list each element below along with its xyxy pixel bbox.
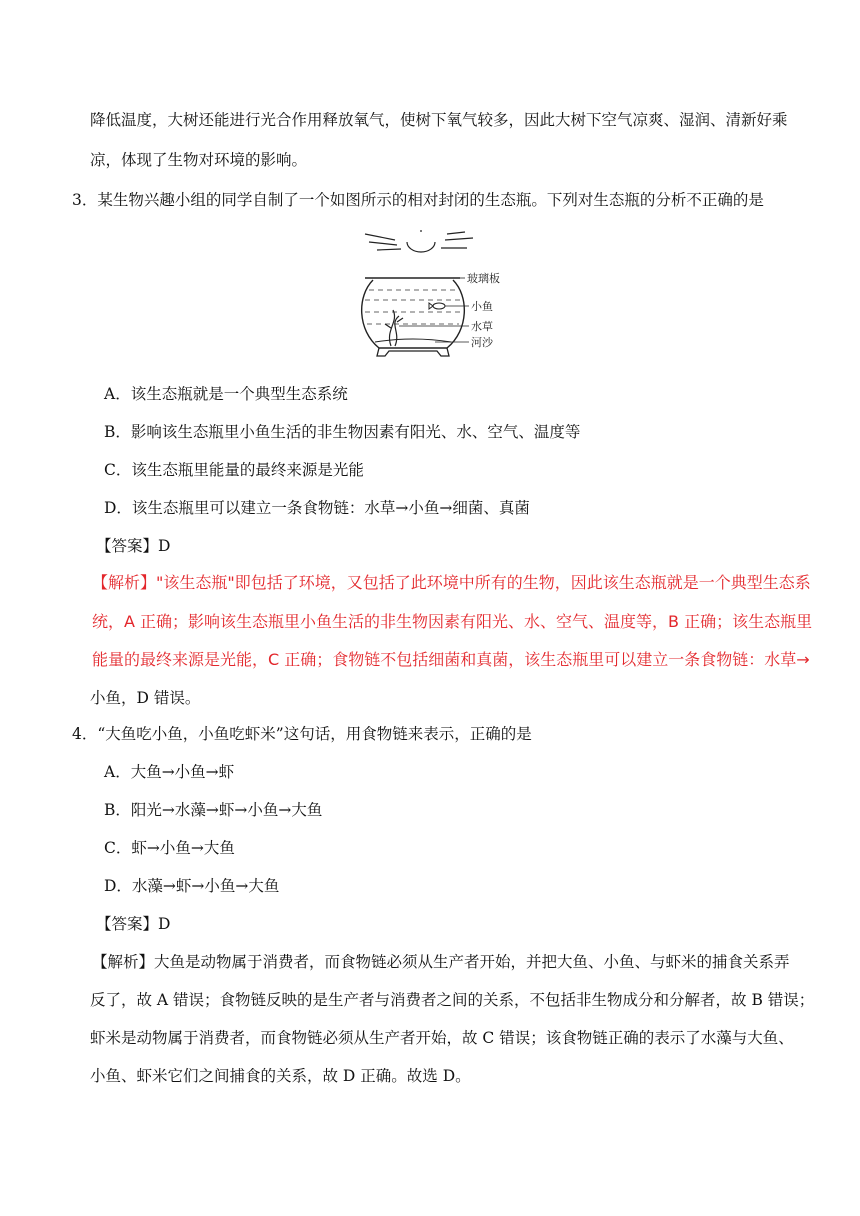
figure-label-fish: 小鱼	[471, 300, 493, 313]
sun-icon	[365, 230, 473, 252]
figure-label-glass: 玻璃板	[467, 272, 500, 285]
q3-analysis-line-1: 【解析】"该生态瓶"即包括了环境，又包括了此环境中所有的生物，因此该生态瓶就是一个典型生态系	[92, 573, 811, 592]
q3-answer: 【答案】D	[96, 537, 171, 555]
q4-option-b: B．阳光→水藻→虾→小鱼→大鱼	[104, 801, 323, 819]
q3-option-c: C．该生态瓶里能量的最终来源是光能	[104, 461, 364, 479]
q4-option-c: C．虾→小鱼→大鱼	[104, 839, 235, 857]
q3-option-a: A．该生态瓶就是一个典型生态系统	[104, 385, 348, 403]
q4-option-a: A．大鱼→小鱼→虾	[104, 763, 235, 781]
bottle-base	[377, 348, 449, 356]
intro-line-2: 凉，体现了生物对环境的影响。	[90, 151, 308, 169]
intro-line-1: 降低温度，大树还能进行光合作用释放氧气，使树下氧气较多，因此大树下空气凉爽、湿润、清新好乘	[90, 111, 788, 129]
sand-layer	[375, 339, 451, 342]
q4-answer: 【答案】D	[96, 915, 171, 933]
q4-analysis-line-3: 虾米是动物属于消费者，而食物链必须从生产者开始，故 C 错误；该食物链正确的表示了水藻与大鱼、	[90, 1029, 794, 1047]
q4-analysis-line-4: 小鱼、虾米它们之间捕食的关系，故 D 正确。故选 D。	[90, 1067, 471, 1085]
q4-analysis-line-1: 【解析】大鱼是动物属于消费者，而食物链必须从生产者开始，并把大鱼、小鱼、与虾米的捕食关系弄	[92, 953, 790, 971]
q3-option-b: B．影响该生态瓶里小鱼生活的非生物因素有阳光、水、空气、温度等	[104, 423, 581, 441]
bottle-outline	[362, 280, 465, 348]
q4-stem: 4．“大鱼吃小鱼，小鱼吃虾米”这句话，用食物链来表示，正确的是	[72, 725, 532, 743]
figure-label-sand: 河沙	[471, 336, 493, 349]
q3-analysis-tail: 小鱼，D 错误。	[90, 689, 201, 707]
q3-analysis-line-3: 能量的最终来源是光能，C 正确；食物链不包括细菌和真菌，该生态瓶里可以建立一条食物链：水草→	[92, 650, 810, 669]
figure-label-plant: 水草	[471, 320, 493, 333]
q3-option-d: D．该生态瓶里可以建立一条食物链：水草→小鱼→细菌、真菌	[104, 499, 530, 517]
q3-stem: 3．某生物兴趣小组的同学自制了一个如图所示的相对封闭的生态瓶。下列对生态瓶的分析不正确的是	[72, 191, 764, 209]
water-lines	[365, 290, 461, 324]
fish-icon	[429, 303, 445, 309]
q4-option-d: D．水藻→虾→小鱼→大鱼	[104, 877, 280, 895]
ecosystem-bottle-figure	[355, 230, 520, 365]
q3-analysis-line-2: 统，A 正确；影响该生态瓶里小鱼生活的非生物因素有阳光、水、空气、温度等，B 正确；该生态瓶里	[92, 612, 813, 631]
q4-analysis-line-2: 反了，故 A 错误；食物链反映的是生产者与消费者之间的关系，不包括非生物成分和分解者，故 B 错误；	[90, 991, 815, 1009]
